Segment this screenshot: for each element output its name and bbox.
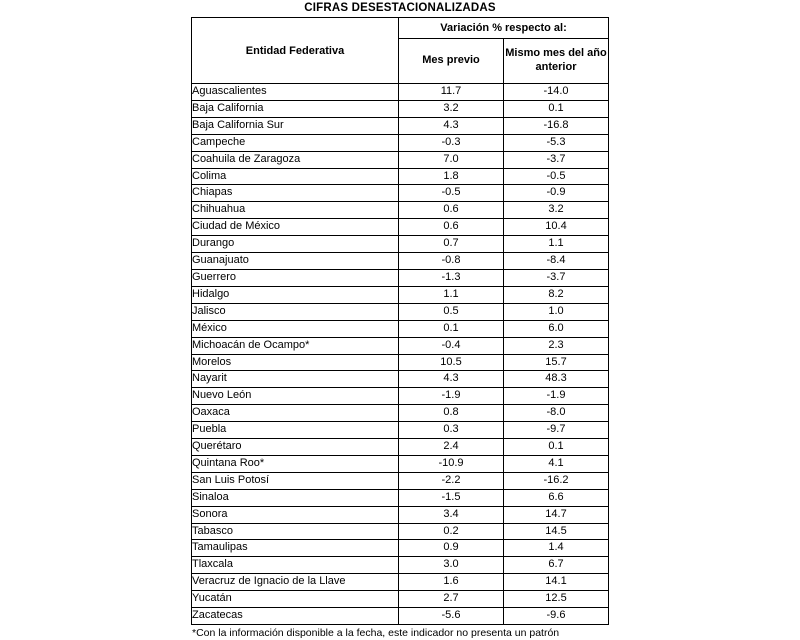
cell-same-month-prev-year-value: 2.3 bbox=[504, 337, 609, 354]
table-row bbox=[192, 371, 609, 388]
cell-entity-name: Chiapas bbox=[192, 185, 399, 202]
table-row bbox=[192, 422, 609, 439]
cell-prev-month-value: -0.3 bbox=[399, 134, 504, 151]
cell-prev-month-value: -0.5 bbox=[399, 185, 504, 202]
cell-prev-month-value: 0.7 bbox=[399, 236, 504, 253]
column-header-variacion-group: Variación % respecto al: bbox=[399, 18, 609, 39]
cell-same-month-prev-year-value: -1.9 bbox=[504, 388, 609, 405]
cell-same-month-prev-year-value: 48.3 bbox=[504, 371, 609, 388]
table-row bbox=[192, 185, 609, 202]
table-row bbox=[192, 219, 609, 236]
column-header-mes-previo: Mes previo bbox=[399, 39, 504, 84]
cell-entity-name: Coahuila de Zaragoza bbox=[192, 151, 399, 168]
cell-same-month-prev-year-value: -0.5 bbox=[504, 168, 609, 185]
table-row bbox=[192, 151, 609, 168]
cell-prev-month-value: -5.6 bbox=[399, 608, 504, 625]
cell-same-month-prev-year-value: 4.1 bbox=[504, 455, 609, 472]
table-row bbox=[192, 472, 609, 489]
cell-same-month-prev-year-value: -8.4 bbox=[504, 253, 609, 270]
table-row bbox=[192, 439, 609, 456]
cell-prev-month-value: 0.6 bbox=[399, 202, 504, 219]
cell-entity-name: Baja California bbox=[192, 100, 399, 117]
table-row bbox=[192, 405, 609, 422]
table-row bbox=[192, 337, 609, 354]
table-row bbox=[192, 574, 609, 591]
cell-same-month-prev-year-value: 3.2 bbox=[504, 202, 609, 219]
cell-entity-name: México bbox=[192, 320, 399, 337]
cell-entity-name: Sonora bbox=[192, 506, 399, 523]
column-header-mismo-mes-ano-anterior: Mismo mes del año anterior bbox=[504, 39, 609, 84]
table-header-row-1 bbox=[192, 18, 609, 39]
table-row bbox=[192, 591, 609, 608]
cell-entity-name: San Luis Potosí bbox=[192, 472, 399, 489]
cell-prev-month-value: 1.1 bbox=[399, 286, 504, 303]
cell-prev-month-value: -0.8 bbox=[399, 253, 504, 270]
cell-same-month-prev-year-value: -9.7 bbox=[504, 422, 609, 439]
cell-prev-month-value: 4.3 bbox=[399, 371, 504, 388]
cell-same-month-prev-year-value: -3.7 bbox=[504, 151, 609, 168]
cell-entity-name: Baja California Sur bbox=[192, 117, 399, 134]
table-row bbox=[192, 489, 609, 506]
table-row bbox=[192, 134, 609, 151]
cell-same-month-prev-year-value: -3.7 bbox=[504, 269, 609, 286]
cell-same-month-prev-year-value: -5.3 bbox=[504, 134, 609, 151]
cell-same-month-prev-year-value: -8.0 bbox=[504, 405, 609, 422]
cell-same-month-prev-year-value: 14.5 bbox=[504, 523, 609, 540]
table-row bbox=[192, 506, 609, 523]
table-row bbox=[192, 168, 609, 185]
cell-same-month-prev-year-value: 6.7 bbox=[504, 557, 609, 574]
table-row bbox=[192, 100, 609, 117]
cell-prev-month-value: 3.2 bbox=[399, 100, 504, 117]
page-title: CIFRAS DESESTACIONALIZADAS bbox=[304, 2, 496, 14]
cell-prev-month-value: 0.8 bbox=[399, 405, 504, 422]
cell-entity-name: Puebla bbox=[192, 422, 399, 439]
cell-same-month-prev-year-value: 1.1 bbox=[504, 236, 609, 253]
cell-entity-name: Tamaulipas bbox=[192, 540, 399, 557]
cell-prev-month-value: 0.5 bbox=[399, 303, 504, 320]
table-row bbox=[192, 608, 609, 625]
cell-entity-name: Yucatán bbox=[192, 591, 399, 608]
cell-same-month-prev-year-value: -9.6 bbox=[504, 608, 609, 625]
cell-entity-name: Querétaro bbox=[192, 439, 399, 456]
cell-prev-month-value: -1.3 bbox=[399, 269, 504, 286]
table-header bbox=[192, 18, 609, 84]
table-row bbox=[192, 236, 609, 253]
cell-prev-month-value: 0.9 bbox=[399, 540, 504, 557]
cell-prev-month-value: 3.0 bbox=[399, 557, 504, 574]
column-header-entidad-federativa: Entidad Federativa bbox=[192, 18, 399, 84]
cell-prev-month-value: 1.8 bbox=[399, 168, 504, 185]
cell-prev-month-value: 2.4 bbox=[399, 439, 504, 456]
table-footnote: *Con la información disponible a la fecha, este indicador no presenta un patrón bbox=[192, 627, 560, 639]
cell-entity-name: Chihuahua bbox=[192, 202, 399, 219]
cell-prev-month-value: 0.3 bbox=[399, 422, 504, 439]
table-row bbox=[192, 557, 609, 574]
cell-prev-month-value: -1.5 bbox=[399, 489, 504, 506]
table-row bbox=[192, 354, 609, 371]
table-row bbox=[192, 523, 609, 540]
table-row bbox=[192, 540, 609, 557]
table-row bbox=[192, 455, 609, 472]
table-row bbox=[192, 320, 609, 337]
cell-same-month-prev-year-value: 1.4 bbox=[504, 540, 609, 557]
table-row bbox=[192, 84, 609, 101]
cell-prev-month-value: 11.7 bbox=[399, 84, 504, 101]
cell-entity-name: Michoacán de Ocampo* bbox=[192, 337, 399, 354]
table-body bbox=[192, 84, 609, 625]
cell-same-month-prev-year-value: 14.7 bbox=[504, 506, 609, 523]
cell-entity-name: Guanajuato bbox=[192, 253, 399, 270]
cell-entity-name: Sinaloa bbox=[192, 489, 399, 506]
cell-prev-month-value: 0.6 bbox=[399, 219, 504, 236]
cell-entity-name: Quintana Roo* bbox=[192, 455, 399, 472]
cell-same-month-prev-year-value: 0.1 bbox=[504, 439, 609, 456]
cell-entity-name: Hidalgo bbox=[192, 286, 399, 303]
cell-same-month-prev-year-value: -0.9 bbox=[504, 185, 609, 202]
cell-entity-name: Campeche bbox=[192, 134, 399, 151]
cell-same-month-prev-year-value: 6.6 bbox=[504, 489, 609, 506]
cell-same-month-prev-year-value: 8.2 bbox=[504, 286, 609, 303]
cell-same-month-prev-year-value: 14.1 bbox=[504, 574, 609, 591]
table-row bbox=[192, 202, 609, 219]
cell-prev-month-value: 4.3 bbox=[399, 117, 504, 134]
cell-entity-name: Durango bbox=[192, 236, 399, 253]
cell-entity-name: Zacatecas bbox=[192, 608, 399, 625]
cell-same-month-prev-year-value: 10.4 bbox=[504, 219, 609, 236]
cell-same-month-prev-year-value: 15.7 bbox=[504, 354, 609, 371]
cell-prev-month-value: -10.9 bbox=[399, 455, 504, 472]
table-row bbox=[192, 286, 609, 303]
table-row bbox=[192, 303, 609, 320]
cell-entity-name: Tabasco bbox=[192, 523, 399, 540]
cell-prev-month-value: 1.6 bbox=[399, 574, 504, 591]
cell-entity-name: Colima bbox=[192, 168, 399, 185]
cell-same-month-prev-year-value: 0.1 bbox=[504, 100, 609, 117]
cell-entity-name: Oaxaca bbox=[192, 405, 399, 422]
cell-prev-month-value: 7.0 bbox=[399, 151, 504, 168]
cell-entity-name: Nayarit bbox=[192, 371, 399, 388]
cell-same-month-prev-year-value: -16.8 bbox=[504, 117, 609, 134]
table-row bbox=[192, 388, 609, 405]
cell-entity-name: Nuevo León bbox=[192, 388, 399, 405]
table-container bbox=[191, 17, 609, 625]
cell-entity-name: Morelos bbox=[192, 354, 399, 371]
cell-same-month-prev-year-value: 6.0 bbox=[504, 320, 609, 337]
table-row bbox=[192, 117, 609, 134]
cell-same-month-prev-year-value: -16.2 bbox=[504, 472, 609, 489]
cell-prev-month-value: -0.4 bbox=[399, 337, 504, 354]
cell-same-month-prev-year-value: 12.5 bbox=[504, 591, 609, 608]
cell-prev-month-value: 0.2 bbox=[399, 523, 504, 540]
cell-prev-month-value: -1.9 bbox=[399, 388, 504, 405]
cell-same-month-prev-year-value: -14.0 bbox=[504, 84, 609, 101]
cell-prev-month-value: 0.1 bbox=[399, 320, 504, 337]
cell-entity-name: Aguascalientes bbox=[192, 84, 399, 101]
cell-prev-month-value: -2.2 bbox=[399, 472, 504, 489]
cell-same-month-prev-year-value: 1.0 bbox=[504, 303, 609, 320]
cell-prev-month-value: 3.4 bbox=[399, 506, 504, 523]
cell-entity-name: Jalisco bbox=[192, 303, 399, 320]
cell-entity-name: Ciudad de México bbox=[192, 219, 399, 236]
table-row bbox=[192, 269, 609, 286]
seasonally-adjusted-figures-table bbox=[191, 17, 609, 625]
cell-prev-month-value: 2.7 bbox=[399, 591, 504, 608]
table-row bbox=[192, 253, 609, 270]
cell-entity-name: Tlaxcala bbox=[192, 557, 399, 574]
cell-prev-month-value: 10.5 bbox=[399, 354, 504, 371]
cell-entity-name: Guerrero bbox=[192, 269, 399, 286]
cell-entity-name: Veracruz de Ignacio de la Llave bbox=[192, 574, 399, 591]
